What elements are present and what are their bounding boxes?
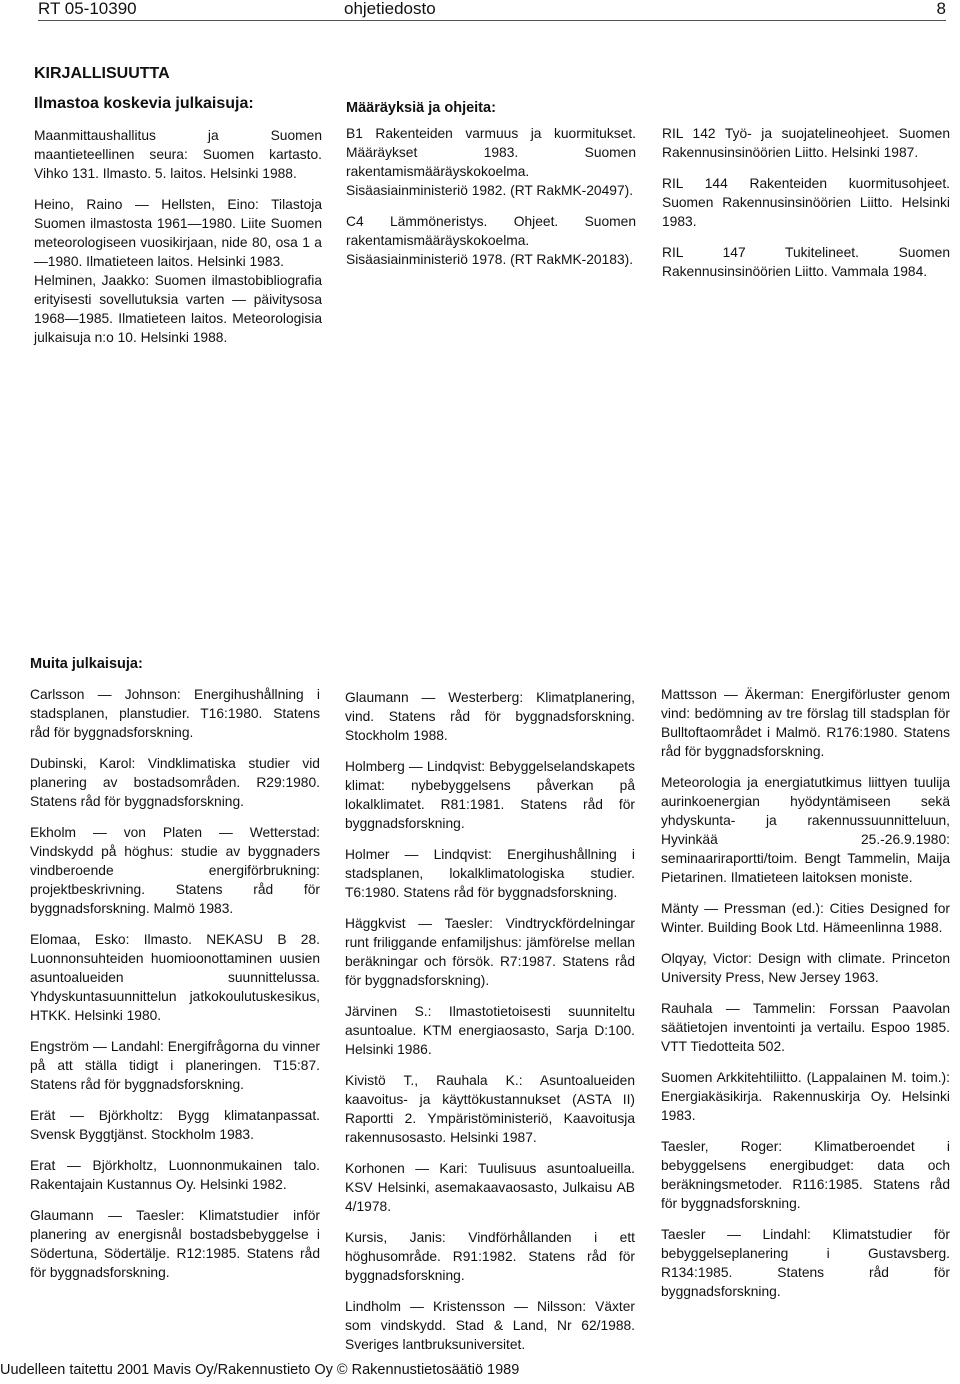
doc-code: RT 05-10390 [38,0,137,18]
page-title: KIRJALLISUUTTA [34,65,170,82]
reference-entry: Meteorologia ja energiatutkimus liittyen tuulija aurinkoenergian hyödyntämiseen sekä yhdyskunta- ja rakennussuunnitteluun, Hyvinkää 25.-26.9.1980: seminaariraportti/toim. Bengt Tammelin, Maija Pietarinen. Ilmatieteen laitoksen moniste. [661,775,950,885]
muita-column-1 [30,685,320,1294]
section-title-muita: Muita julkaisuja: [30,656,143,672]
reference-entry: Dubinski, Karol: Vindklimatiska studier vid planering av bostadsområden. R29:1980. Statens råd för byggnadsforskning. [30,756,320,809]
reference-entry: Järvinen S.: Ilmastotietoisesti suunniteltu asuntoalue. KTM energiaosasto, Sarja D:100. Helsinki 1986. [345,1004,635,1057]
reference-entry: Kivistö T., Rauhala K.: Asuntoalueiden kaavoitus- ja käyttökustannukset (ASTA II) Raportti 2. Ympäristöministeriö, Kaavoitusja rakennusosasto. Helsinki 1987. [345,1073,635,1145]
reference-entry: Rauhala — Tammelin: Forssan Paavolan säätietojen inventointi ja vertailu. Espoo 1985. VTT Tiedotteita 502. [661,1001,950,1054]
reference-entry: Suomen Arkkitehtiliitto. (Lappalainen M. toim.): Energiakäsikirja. Rakennuskirja Oy. Helsinki 1983. [661,1070,950,1123]
reference-entry: Erät — Björkholtz: Bygg klimatanpassat. Svensk Byggtjänst. Stockholm 1983. [30,1108,320,1142]
section-title-maaraykset: Määräyksiä ja ohjeita: [346,100,496,116]
reference-entry: Mattsson — Äkerman: Energiförluster genom vind: bedömning av tre förslag till stadsplan för Bulltoftaområdet i Malmö. R176:1980. Statens råd för byggnadsforskning. [661,687,950,759]
reference-entry: Korhonen — Kari: Tuulisuus asuntoalueilla. KSV Helsinki, asemakaavaosasto, Julkaisu AB 4/1978. [345,1161,635,1214]
reference-entry: Olqyay, Victor: Design with climate. Princeton University Press, New Jersey 1963. [661,951,950,985]
reference-entry: RIL 142 Työ- ja suojatelineohjeet. Suomen Rakennusinsinöörien Liitto. Helsinki 1987. [662,126,950,160]
reference-entry: Maanmittaushallitus ja Suomen maantieteellinen seura: Suomen kartasto. Vihko 131. Ilmasto. 5. laitos. Helsinki 1988. [34,128,322,181]
muita-column-2 [345,688,635,1366]
reference-entry: Häggkvist — Taesler: Vindtryckfördelningar runt friliggande enfamiljshus: jämförelse mellan beräkningar och försök. R7:1987. Statens råd för byggnadsforskning). [345,916,635,988]
reference-entry: Glaumann — Westerberg: Klimatplanering, vind. Statens råd för byggnadsforskning. Stockholm 1988. [345,690,635,743]
reference-entry: Holmberg — Lindqvist: Bebyggelselandskapets klimat: nybebyggelsens påverkan på lokalklimatet. R81:1981. Statens råd för byggnadsforskning. [345,759,635,831]
reference-entry: C4 Lämmöneristys. Ohjeet. Suomen rakentamismääräyskokoelma. Sisäasiainministeriö 1978. (RT RakMK-20183). [346,214,636,267]
reference-entry: Heino, Raino — Hellsten, Eino: Tilastoja Suomen ilmastosta 1961—1980. Liite Suomen meteorologiseen vuosikirjaan, nide 80, osa 1 a —1980. Ilmatieteen laitos. Helsinki 1983. [34,197,322,269]
reference-entry: Mänty — Pressman (ed.): Cities Designed for Winter. Building Book Ltd. Hämeenlinna 1988. [661,901,950,935]
header-rule [38,20,946,21]
doc-type: ohjetiedosto [344,0,436,18]
ilmasto-column [34,126,322,359]
section-title-ilmasto: Ilmastoa koskevia julkaisuja: [34,95,254,112]
reference-entry: RIL 147 Tukitelineet. Suomen Rakennusinsinöörien Liitto. Vammala 1984. [662,245,950,279]
reference-entry: Holmer — Lindqvist: Energihushållning i stadsplanen, lokalklimatologiska studier. T6:1980. Statens råd för byggnadsforskning. [345,847,635,900]
reference-entry: Erat — Björkholtz, Luonnonmukainen talo. Rakentajain Kustannus Oy. Helsinki 1982. [30,1158,320,1192]
maaraykset-column [346,124,636,281]
footer-copyright: Uudelleen taitettu 2001 Mavis Oy/Rakennustieto Oy © Rakennustietosäätiö 1989 [0,1362,520,1378]
reference-entry: B1 Rakenteiden varmuus ja kuormitukset. Määräykset 1983. Suomen rakentamismääräyskokoelma. Sisäasiainministeriö 1982. (RT RakMK-20497). [346,126,636,198]
reference-entry: Taesler — Lindahl: Klimatstudier för bebyggelseplanering i Gustavsberg. R134:1985. Statens råd för byggnadsforskning. [661,1227,950,1299]
reference-entry: Lindholm — Kristensson — Nilsson: Växter som vindskydd. Stad & Land, Nr 62/1988. Sveriges lantbruksuniversitet. [345,1299,635,1352]
reference-entry: Ekholm — von Platen — Wetterstad: Vindskydd på höghus: studie av byggnaders vindberoende energiförbrukning: projektbeskrivning. Statens råd för byggnadsforskning. Malmö 1983. [30,825,320,916]
reference-entry: Taesler, Roger: Klimatberoendet i bebyggelsens energibudget: data och beräkningsmetoder. R116:1985. Statens råd för byggnadsforskning. [661,1139,950,1211]
reference-entry: RIL 144 Rakenteiden kuormitusohjeet. Suomen Rakennusinsinöörien Liitto. Helsinki 1983. [662,176,950,229]
reference-entry: Glaumann — Taesler: Klimatstudier inför planering av energisnål bostadsbebyggelse i Södertuna, Södertälje. R12:1985. Statens råd för byggnadsforskning. [30,1208,320,1280]
page-number: 8 [936,0,946,18]
reference-entry: Carlsson — Johnson: Energihushållning i stadsplanen, planstudier. T16:1980. Statens råd för byggnadsforskning. [30,687,320,740]
ril-column [662,124,950,293]
reference-entry: Engström — Landahl: Energifrågorna du vinner på att ställa tidigt i planeringen. T15:87. Statens råd för byggnadsforskning. [30,1039,320,1092]
reference-entry: Helminen, Jaakko: Suomen ilmastobibliografia erityisesti sovellutuksia varten — päivitysosa 1968—1985. Ilmatieteen laitos. Meteorologisia julkaisuja n:o 10. Helsinki 1988. [34,273,322,345]
muita-column-3 [661,685,950,1313]
reference-entry: Elomaa, Esko: Ilmasto. NEKASU B 28. Luonnonsuhteiden huomioonottaminen uusien asuntoalueiden suunnittelussa. Yhdyskuntasuunnittelun jatkokoulutuskesikus, HTKK. Helsinki 1980. [30,932,320,1023]
reference-entry: Kursis, Janis: Vindförhållanden i ett höghusområde. R91:1982. Statens råd för byggnadsforskning. [345,1230,635,1283]
